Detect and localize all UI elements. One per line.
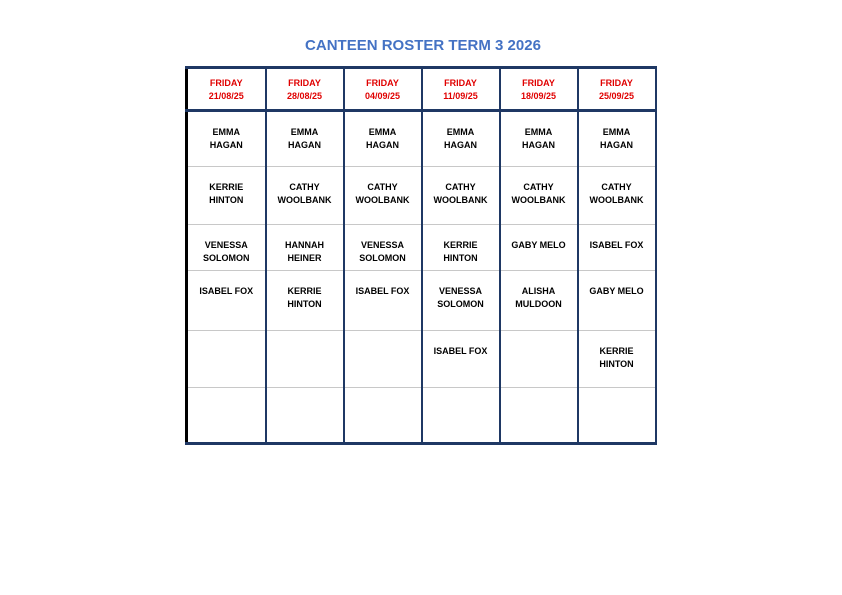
date-header (266, 68, 344, 111)
volunteer-name-line: EMMA (290, 127, 319, 137)
roster-title: CANTEEN ROSTER TERM 3 2026 (305, 37, 541, 54)
volunteer-name-line: HAGAN (444, 140, 477, 150)
volunteer-name-line: EMMA (368, 127, 397, 137)
volunteer-name-line: HANNAH (285, 240, 324, 250)
volunteer-name-line: EMMA (602, 127, 631, 137)
roster-cell (422, 225, 500, 271)
volunteer-name-line: EMMA (524, 127, 553, 137)
roster-row (187, 167, 656, 225)
roster-cell (344, 167, 422, 225)
roster-row (187, 331, 656, 388)
volunteer-name-line: SOLOMON (203, 253, 250, 263)
volunteer-name-line: WOOLBANK (277, 195, 332, 205)
volunteer-name-line: HAGAN (522, 140, 555, 150)
roster-cell (187, 388, 266, 444)
roster-row (187, 225, 656, 271)
roster-cell (187, 331, 266, 388)
date-header (578, 68, 656, 111)
roster-cell (578, 225, 656, 271)
roster-header-row (187, 68, 656, 111)
date-header (422, 68, 500, 111)
date-header (344, 68, 422, 111)
roster-cell (266, 225, 344, 271)
volunteer-name-line: KERRIE (443, 240, 478, 250)
volunteer-name-line: MULDOON (515, 299, 562, 309)
volunteer-name-line: EMMA (212, 127, 240, 137)
volunteer-name-line: KERRIE (287, 286, 322, 296)
roster-cell (266, 388, 344, 444)
volunteer-name-line: ISABEL FOX (589, 240, 644, 250)
roster-cell (500, 111, 578, 167)
roster-cell (578, 167, 656, 225)
roster-cell (266, 111, 344, 167)
volunteer-name-line: HINTON (209, 195, 244, 205)
volunteer-name-line: CATHY (601, 182, 632, 192)
volunteer-name-line: WOOLBANK (511, 195, 566, 205)
roster-cell (500, 388, 578, 444)
date-label: 04/09/25 (364, 91, 401, 101)
roster-row (187, 388, 656, 444)
volunteer-name-line: HINTON (443, 253, 478, 263)
roster-cell (578, 388, 656, 444)
volunteer-name-line: EMMA (446, 127, 475, 137)
date-label: 28/08/25 (286, 91, 323, 101)
day-label: FRIDAY (209, 78, 243, 88)
day-label: FRIDAY (366, 78, 399, 88)
volunteer-name-line: HAGAN (366, 140, 399, 150)
roster-cell (422, 271, 500, 331)
roster-cell (187, 271, 266, 331)
volunteer-name-line: SOLOMON (437, 299, 484, 309)
volunteer-name-line: ALISHA (521, 286, 556, 296)
volunteer-name-line: CATHY (367, 182, 398, 192)
volunteer-name-line: CATHY (523, 182, 554, 192)
volunteer-name-line: VENESSA (204, 240, 248, 250)
volunteer-name-line: HAGAN (209, 140, 243, 150)
date-header (500, 68, 578, 111)
volunteer-name-line: WOOLBANK (589, 195, 644, 205)
volunteer-name-line: WOOLBANK (355, 195, 410, 205)
date-label: 25/09/25 (598, 91, 635, 101)
volunteer-name-line: ISABEL FOX (433, 346, 488, 356)
roster-row (187, 111, 656, 167)
volunteer-name-line: VENESSA (360, 240, 404, 250)
volunteer-name-line: ISABEL FOX (355, 286, 410, 296)
date-header (187, 68, 266, 111)
roster-cell (500, 225, 578, 271)
volunteer-name-line: CATHY (445, 182, 476, 192)
roster-cell (266, 271, 344, 331)
roster-cell (578, 111, 656, 167)
canteen-roster-table (185, 66, 657, 445)
roster-cell (344, 225, 422, 271)
roster-cell (422, 167, 500, 225)
roster-row (187, 271, 656, 331)
roster-cell (500, 331, 578, 388)
date-label: 21/08/25 (208, 91, 244, 101)
roster-cell (344, 331, 422, 388)
date-label: 18/09/25 (520, 91, 557, 101)
volunteer-name-line: HAGAN (288, 140, 321, 150)
date-label: 11/09/25 (443, 91, 478, 101)
roster-cell (422, 388, 500, 444)
volunteer-name-line: HINTON (287, 299, 322, 309)
volunteer-name-line: GABY MELO (511, 240, 566, 250)
roster-cell (266, 167, 344, 225)
roster-cell (500, 271, 578, 331)
roster-cell (266, 331, 344, 388)
day-label: FRIDAY (444, 78, 477, 88)
volunteer-name-line: KERRIE (599, 346, 634, 356)
roster-cell (187, 111, 266, 167)
volunteer-name-line: GABY MELO (589, 286, 644, 296)
volunteer-name-line: VENESSA (438, 286, 482, 296)
day-label: FRIDAY (288, 78, 321, 88)
roster-cell (422, 331, 500, 388)
volunteer-name-line: CATHY (289, 182, 320, 192)
volunteer-name-line: SOLOMON (359, 253, 406, 263)
volunteer-name-line: HAGAN (600, 140, 633, 150)
roster-cell (422, 111, 500, 167)
day-label: FRIDAY (522, 78, 555, 88)
volunteer-name-line: ISABEL FOX (199, 286, 254, 296)
roster-cell (187, 167, 266, 225)
day-label: FRIDAY (600, 78, 633, 88)
volunteer-name-line: WOOLBANK (433, 195, 488, 205)
roster-cell (344, 111, 422, 167)
roster-cell (344, 388, 422, 444)
volunteer-name-line: KERRIE (209, 182, 244, 192)
roster-cell (187, 225, 266, 271)
volunteer-name-line: HINTON (599, 359, 634, 369)
roster-cell (500, 167, 578, 225)
roster-cell (578, 331, 656, 388)
volunteer-name-line: HEINER (287, 253, 322, 263)
roster-cell (578, 271, 656, 331)
roster-cell (344, 271, 422, 331)
